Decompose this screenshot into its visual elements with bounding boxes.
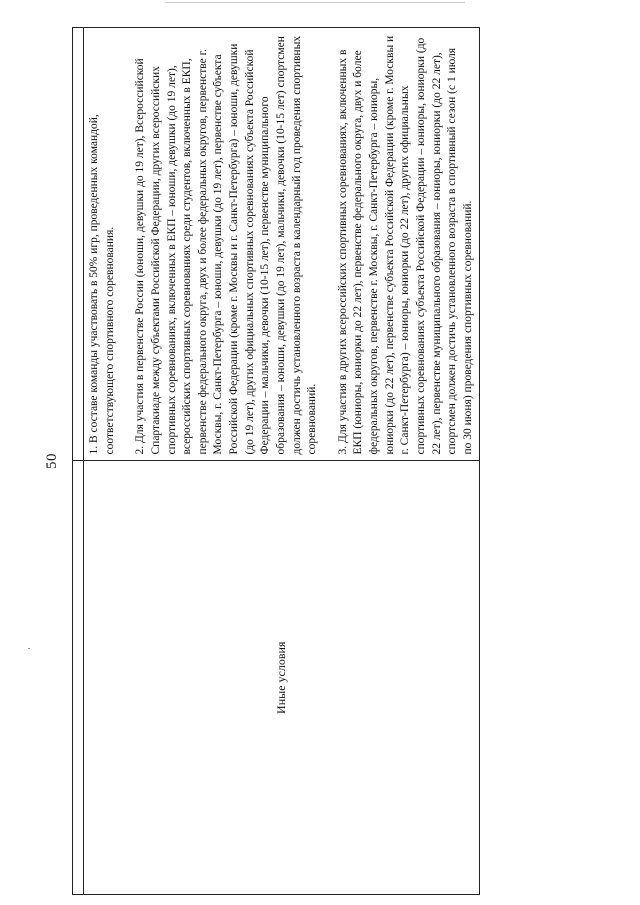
conditions-table [72, 27, 480, 895]
scan-edge-line [165, 2, 465, 3]
condition-1: 1. В составе команды участвовать в 50% игр, проведенных командой, соответствующего спортивного соревнования. [88, 114, 116, 455]
table-row [84, 28, 480, 895]
empty-label-cell [73, 461, 84, 895]
content-cell [84, 28, 480, 462]
other-conditions-label: Иные условия [273, 641, 288, 714]
label-cell [84, 461, 480, 895]
condition-3: 3. Для участия в других всероссийских спортивных соревнованиях, включенных в ЕКП (юниоры, юниорки до 22 лет), первенстве федерального округа, двух и более федеральных округов, первенстве г. Москвы, г. Санкт-Петербурга – юниоры, юниорки (до 22 лет), первенстве субъекта Российской Федерации (кроме г. Москвы и г. Санкт-Петербурга) – юниоры, юниорки (до 22 лет), других официальных спортивных соревнованиях субъекта Российской Федерации – юниоры, юниорки (до 22 лет), первенстве муниципального образования – юниоры, юниорки (до 22 лет), спортсмен должен достичь установленного возраста в спортивный сезон (с 1 июля по 30 июня) проведения спортивных соревнований. [336, 35, 474, 455]
empty-content-cell [73, 28, 84, 462]
condition-2: 2. Для участия в первенстве России (юноши, девушки до 19 лет), Всероссийской Спартакиаде между субъектами Российской Федерации, других всероссийских спортивных соревнованиях, включенных в ЕКП – юноши, девушки (до 19 лет), всероссийских спортивных соревнованиях среди студентов, включенных в ЕКП, первенстве федерального округа, двух и более федеральных округов, первенстве г. Москвы, г. Санкт-Петербурга – юноши, девушки (до 19 лет), первенстве субъекта Российской Федерации (кроме г. Москвы и г. Санкт-Петербурга) – юноши, девушки (до 19 лет), других официальных спортивных соревнованиях субъекта Российской Федерации – мальчики, девочки (10-15 лет), первенстве муниципального образования – юноши, девушки (до 19 лет), мальчики, девочки (10-15 лет) спортсмен должен достичь установленного возраста в календарный год проведения спортивных соревнований. [134, 35, 319, 455]
page-number: 50 [44, 453, 60, 469]
rotated-content [44, 27, 474, 895]
table-row-top [73, 28, 84, 895]
scan-speck [28, 648, 30, 649]
